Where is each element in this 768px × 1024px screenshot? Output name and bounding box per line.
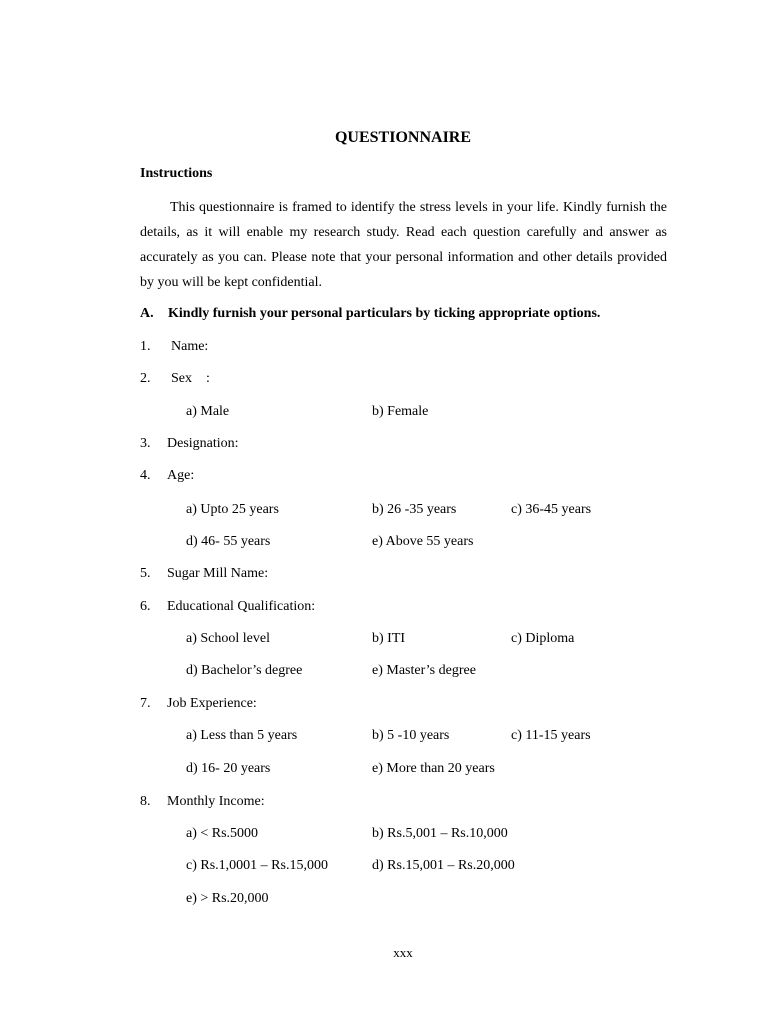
q8-option-c[interactable]: c) Rs.1,0001 – Rs.15,000 — [186, 858, 328, 873]
q6-option-e[interactable]: e) Master’s degree — [372, 663, 476, 678]
q4-option-b[interactable]: b) 26 -35 years — [372, 502, 457, 517]
question-1-number: 1. — [140, 339, 151, 354]
question-1-text: Name: — [171, 339, 209, 354]
q4-option-a[interactable]: a) Upto 25 years — [186, 502, 279, 517]
q8-option-b[interactable]: b) Rs.5,001 – Rs.10,000 — [372, 826, 508, 841]
question-8-text: Monthly Income: — [167, 794, 265, 809]
q7-option-d[interactable]: d) 16- 20 years — [186, 761, 271, 776]
question-8-number: 8. — [140, 794, 151, 809]
question-7-number: 7. — [140, 696, 151, 711]
q6-option-d[interactable]: d) Bachelor’s degree — [186, 663, 303, 678]
question-2-number: 2. — [140, 371, 151, 386]
section-a-heading — [140, 306, 600, 322]
q7-option-a[interactable]: a) Less than 5 years — [186, 728, 298, 743]
q8-option-d[interactable]: d) Rs.15,001 – Rs.20,000 — [372, 858, 515, 873]
q4-option-d[interactable]: d) 46- 55 years — [186, 534, 271, 549]
question-3-text: Designation: — [167, 436, 239, 451]
q7-option-e[interactable]: e) More than 20 years — [372, 761, 495, 776]
q7-option-c[interactable]: c) 11-15 years — [511, 728, 591, 743]
q6-option-c[interactable]: c) Diploma — [511, 631, 575, 646]
q8-option-a[interactable]: a) < Rs.5000 — [186, 826, 259, 841]
instructions-heading: Instructions — [140, 166, 213, 181]
instructions-paragraph: This questionnaire is framed to identify the stress levels in your life. Kindly furnish the details, as it will enable my research study. Read each question carefully and answer as accurately as you can. Please note that your personal information and other details provided by you will be kept confidential. — [140, 200, 667, 290]
question-3-number: 3. — [140, 436, 151, 451]
section-a-label: A. — [140, 306, 154, 321]
q6-option-b[interactable]: b) ITI — [372, 631, 406, 646]
q6-option-a[interactable]: a) School level — [186, 631, 270, 646]
question-6-text: Educational Qualification: — [167, 599, 316, 614]
question-5-number: 5. — [140, 566, 151, 581]
q2-option-a[interactable]: a) Male — [186, 404, 230, 419]
q8-option-e[interactable]: e) > Rs.20,000 — [186, 891, 269, 906]
question-4-text: Age: — [167, 468, 195, 483]
q4-option-e[interactable]: e) Above 55 years — [372, 534, 474, 549]
question-2-text: Sex : — [171, 371, 210, 386]
q4-option-c[interactable]: c) 36-45 years — [511, 502, 592, 517]
question-4-number: 4. — [140, 468, 151, 483]
q2-option-b[interactable]: b) Female — [372, 404, 429, 419]
question-6-number: 6. — [140, 599, 151, 614]
question-5-text: Sugar Mill Name: — [167, 566, 269, 581]
page-title: QUESTIONNAIRE — [334, 129, 472, 146]
q7-option-b[interactable]: b) 5 -10 years — [372, 728, 450, 743]
section-a-text: Kindly furnish your personal particulars by ticking appropriate options. — [168, 306, 601, 321]
page-footer: xxx — [393, 945, 413, 960]
question-7-text: Job Experience: — [167, 696, 257, 711]
